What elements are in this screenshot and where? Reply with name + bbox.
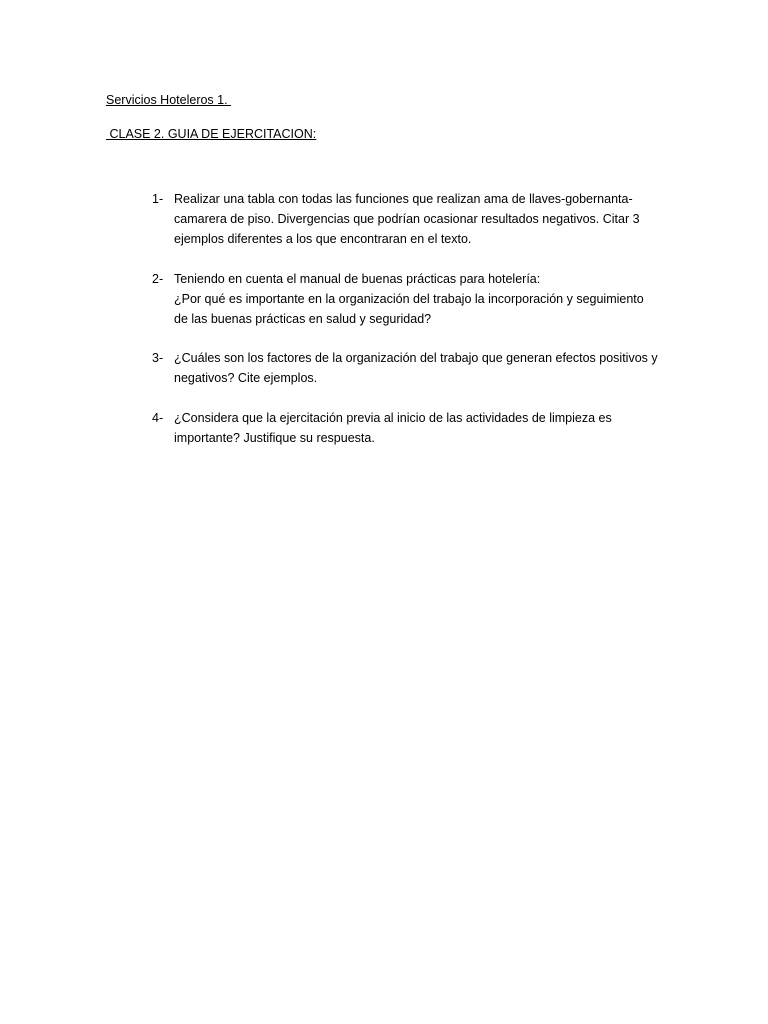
exercise-text-line: importante? Justifique su respuesta. <box>174 430 375 445</box>
exercise-item <box>152 189 672 250</box>
exercise-item <box>152 348 672 388</box>
document-title: Servicios Hoteleros 1. <box>106 93 232 107</box>
exercise-text-line: negativos? Cite ejemplos. <box>174 371 318 386</box>
exercise-text-line: ¿Considera que la ejercitación previa al inicio de las actividades de limpieza es <box>174 410 612 425</box>
exercise-number: 1- <box>152 192 164 206</box>
exercise-number: 3- <box>152 351 164 366</box>
exercise-text-line: Realizar una tabla con todas las funciones que realizan ama de llaves-gobernanta- <box>174 192 633 206</box>
exercise-item <box>152 408 672 448</box>
exercise-text-line: ¿Por qué es importante en la organización del trabajo la incorporación y seguimiento <box>174 291 644 306</box>
exercise-text-line: Teniendo en cuenta el manual de buenas prácticas para hotelería: <box>174 271 541 286</box>
exercise-text-line: ¿Cuáles son los factores de la organización del trabajo que generan efectos positivos y <box>174 351 658 366</box>
exercise-item <box>152 269 672 330</box>
document-subtitle: CLASE 2. GUIA DE EJERCITACION: <box>106 127 317 141</box>
exercise-list <box>152 189 672 467</box>
exercise-number: 2- <box>152 271 164 286</box>
exercise-text-line: camarera de piso. Divergencias que podrían ocasionar resultados negativos. Citar 3 <box>174 212 640 227</box>
exercise-text-line: de las buenas prácticas en salud y seguridad? <box>174 312 432 327</box>
exercise-text-line: ejemplos diferentes a los que encontraran en el texto. <box>174 232 472 247</box>
exercise-number: 4- <box>152 410 164 425</box>
